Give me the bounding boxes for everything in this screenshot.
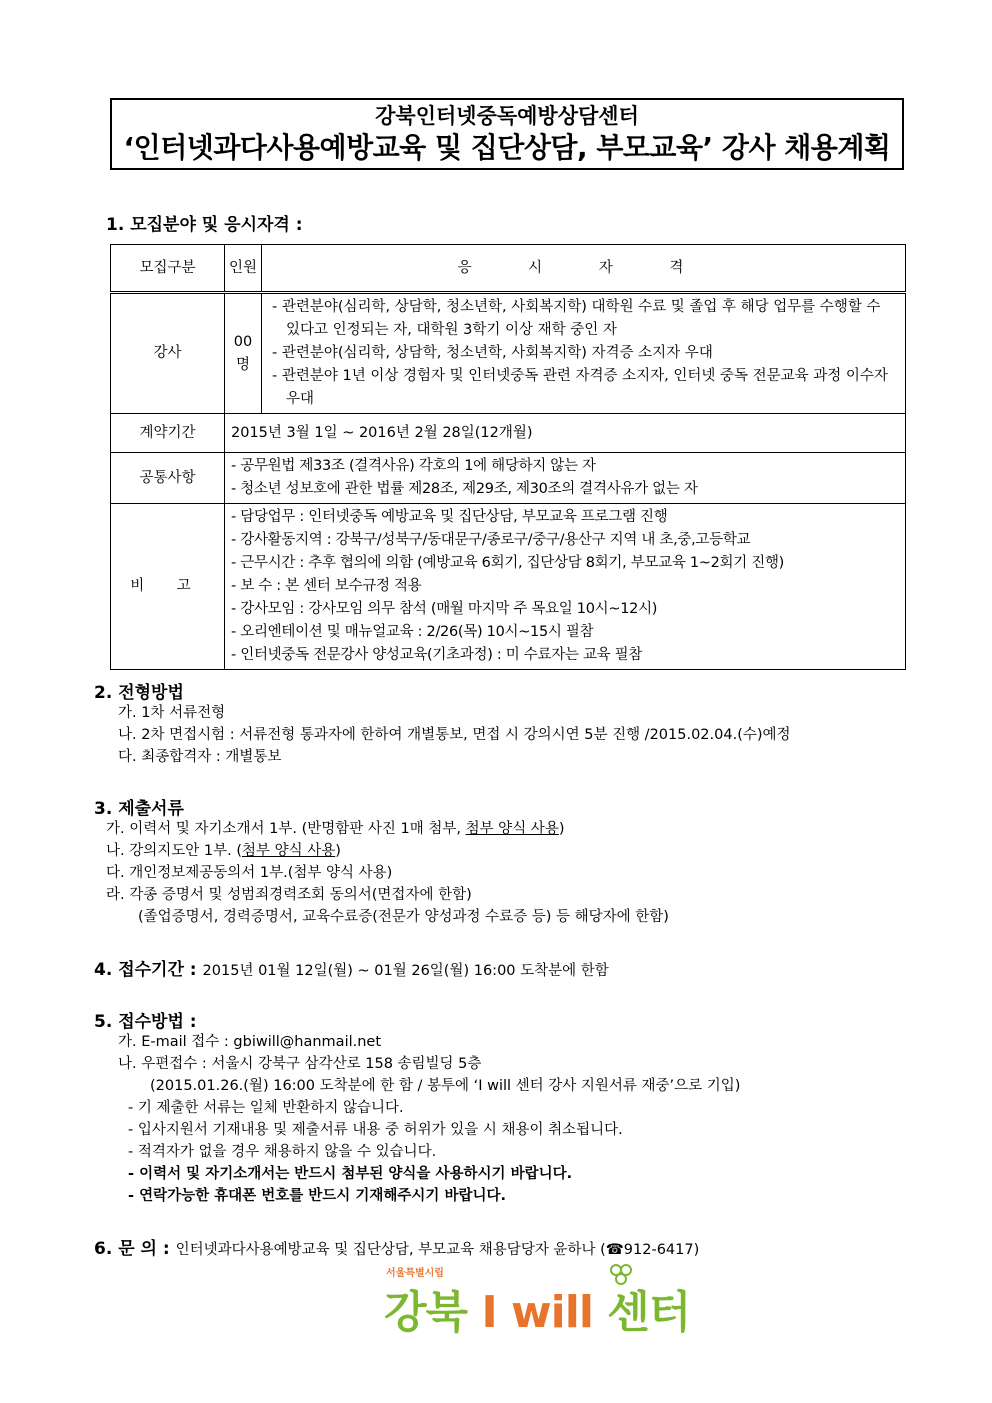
common-item: - 공무원법 제33조 (결격사유) 각호의 1에 해당하지 않는 자 bbox=[231, 458, 596, 474]
lecturer-item: - 관련분야 1년 이상 경험자 및 인터넷중독 관련 자격증 소지자, 인터넷 중독 전문교육 과정 이수자 우대 bbox=[272, 368, 888, 407]
notice-item-bold: - 연락가능한 휴대폰 번호를 반드시 기재해주시기 바랍니다. bbox=[128, 1188, 506, 1204]
header-qualification: 응 시 자 격 bbox=[262, 245, 906, 293]
section1-heading: 1. 모집분야 및 응시자격 : bbox=[106, 215, 303, 235]
lecturer-item: - 관련분야(심리학, 상담학, 청소년학, 사회복지학) 대학원 수료 및 졸업 후 해당 업무를 수행할 수 있다고 인정되는 자, 대학원 3학기 이상 재학 중인 자 bbox=[272, 299, 881, 338]
title-recruitment: ‘인터넷과다사용예방교육 및 집단상담, 부모교육’ 강사 채용계획 bbox=[123, 131, 891, 164]
document-item bbox=[106, 819, 565, 839]
submit-post-note: (2015.01.26.(월) 16:00 도착분에 한 함 / 봉투에 ‘I will 센터 강사 지원서류 재중’으로 기입) bbox=[150, 1078, 741, 1094]
selection-step: 다. 최종합격자 : 개별통보 bbox=[118, 749, 282, 765]
section2-heading: 2. 전형방법 bbox=[94, 683, 184, 703]
table-row-common bbox=[111, 453, 906, 504]
header-count: 인원 bbox=[225, 245, 262, 293]
document-item-text: ) bbox=[558, 821, 565, 837]
qualification-table bbox=[110, 244, 906, 670]
document-item-sub: (졸업증명서, 경력증명서, 교육수료증(전문가 양성과정 수료증 등) 등 해당자에 한함) bbox=[138, 909, 669, 925]
section5-heading: 5. 접수방법 : bbox=[94, 1012, 197, 1032]
row-label-remarks: 비 고 bbox=[111, 504, 225, 670]
row-items-lecturer bbox=[262, 293, 906, 414]
lecturer-item: - 관련분야(심리학, 상담학, 청소년학, 사회복지학) 자격증 소지자 우대 bbox=[272, 345, 713, 361]
center-logo bbox=[380, 1262, 691, 1340]
remarks-item: - 인터넷중독 전문강사 양성교육(기초과정) : 미 수료자는 교육 필참 bbox=[231, 647, 643, 663]
document-item-text: 가. 이력서 및 자기소개서 1부. (반명함판 사진 1매 첨부, bbox=[106, 821, 466, 837]
remarks-item: - 보 수 : 본 센터 보수규정 적용 bbox=[231, 578, 422, 594]
logo-gangbuk: 강북 bbox=[384, 1287, 482, 1338]
logo-seoul-text: 서울특별시립 bbox=[386, 1268, 444, 1279]
row-count-lecturer: 00명 bbox=[225, 293, 262, 414]
selection-step: 가. 1차 서류전형 bbox=[118, 705, 226, 721]
logo-center: 센터 bbox=[592, 1287, 691, 1338]
title-box bbox=[110, 98, 904, 170]
section3-heading: 3. 제출서류 bbox=[94, 799, 184, 819]
section6-label: 6. 문 의 : bbox=[94, 1239, 170, 1259]
document-item-underlined: 첨부 양식 사용 bbox=[241, 843, 336, 859]
clover-icon bbox=[608, 1262, 634, 1288]
row-items-common bbox=[225, 453, 906, 504]
header-category: 모집구분 bbox=[111, 245, 225, 293]
section6-heading bbox=[94, 1234, 699, 1259]
submit-email: 가. E-mail 접수 : gbiwill@hanmail.net bbox=[118, 1034, 382, 1050]
section4-heading bbox=[94, 955, 609, 980]
section6-value: 인터넷과다사용예방교육 및 집단상담, 부모교육 채용담당자 윤하나 (☎912-6417) bbox=[175, 1242, 700, 1258]
selection-step: 나. 2차 면접시험 : 서류전형 통과자에 한하여 개별통보, 면접 시 강의시연 5분 진행 /2015.02.04.(수)예정 bbox=[118, 727, 791, 743]
document-item: 다. 개인정보제공동의서 1부.(첨부 양식 사용) bbox=[106, 865, 393, 881]
table-row-contract bbox=[111, 414, 906, 453]
submit-post: 나. 우편접수 : 서울시 강북구 삼각산로 158 송림빌딩 5층 bbox=[118, 1056, 482, 1072]
remarks-item: - 담당업무 : 인터넷중독 예방교육 및 집단상담, 부모교육 프로그램 진행 bbox=[231, 509, 668, 525]
table-row-remarks bbox=[111, 504, 906, 670]
notice-item: - 기 제출한 서류는 일체 반환하지 않습니다. bbox=[128, 1100, 404, 1116]
remarks-item: - 근무시간 : 추후 협의에 의함 (예방교육 6회기, 집단상담 8회기, 부모교육 1~2회기 진행) bbox=[231, 555, 785, 571]
row-label-lecturer: 강사 bbox=[111, 293, 225, 414]
table-header-row bbox=[111, 245, 906, 293]
notice-item-bold: - 이력서 및 자기소개서는 반드시 첨부된 양식을 사용하시기 바랍니다. bbox=[128, 1166, 573, 1182]
document-item-text: 나. 강의지도안 1부. ( bbox=[106, 843, 242, 859]
row-value-contract: 2015년 3월 1일 ~ 2016년 2월 28일(12개월) bbox=[225, 414, 906, 453]
common-item: - 청소년 성보호에 관한 법률 제28조, 제29조, 제30조의 결격사유가 없는 자 bbox=[231, 481, 698, 497]
document-item-text: ) bbox=[335, 843, 341, 859]
notice-item: - 입사지원서 기재내용 및 제출서류 내용 중 허위가 있을 시 채용이 취소됩니다. bbox=[128, 1122, 623, 1138]
row-items-remarks bbox=[225, 504, 906, 670]
notice-item: - 적격자가 없을 경우 채용하지 않을 수 있습니다. bbox=[128, 1144, 437, 1160]
section4-value: 2015년 01월 12일(월) ~ 01월 26일(월) 16:00 도착분에 한함 bbox=[202, 963, 609, 979]
section4-label: 4. 접수기간 : bbox=[94, 960, 197, 980]
logo-main-text bbox=[384, 1276, 690, 1340]
table-row-lecturer bbox=[111, 293, 906, 414]
document-item: 라. 각종 증명서 및 성범죄경력조회 동의서(면접자에 한함) bbox=[106, 887, 472, 903]
document-item bbox=[106, 841, 341, 861]
remarks-item: - 오리엔테이션 및 매뉴얼교육 : 2/26(목) 10시~15시 필참 bbox=[231, 624, 594, 640]
row-label-common: 공통사항 bbox=[111, 453, 225, 504]
remarks-item: - 강사모임 : 강사모임 의무 참석 (매월 마지막 주 목요일 10시~12시) bbox=[231, 601, 658, 617]
logo-iwill: I will bbox=[481, 1287, 593, 1338]
remarks-item: - 강사활동지역 : 강북구/성북구/동대문구/종로구/중구/용산구 지역 내 초,중,고등학교 bbox=[231, 532, 751, 548]
document-item-underlined: 첨부 양식 사용 bbox=[465, 821, 559, 837]
row-label-contract: 계약기간 bbox=[111, 414, 225, 453]
title-center-name: 강북인터넷중독예방상담센터 bbox=[375, 104, 639, 128]
